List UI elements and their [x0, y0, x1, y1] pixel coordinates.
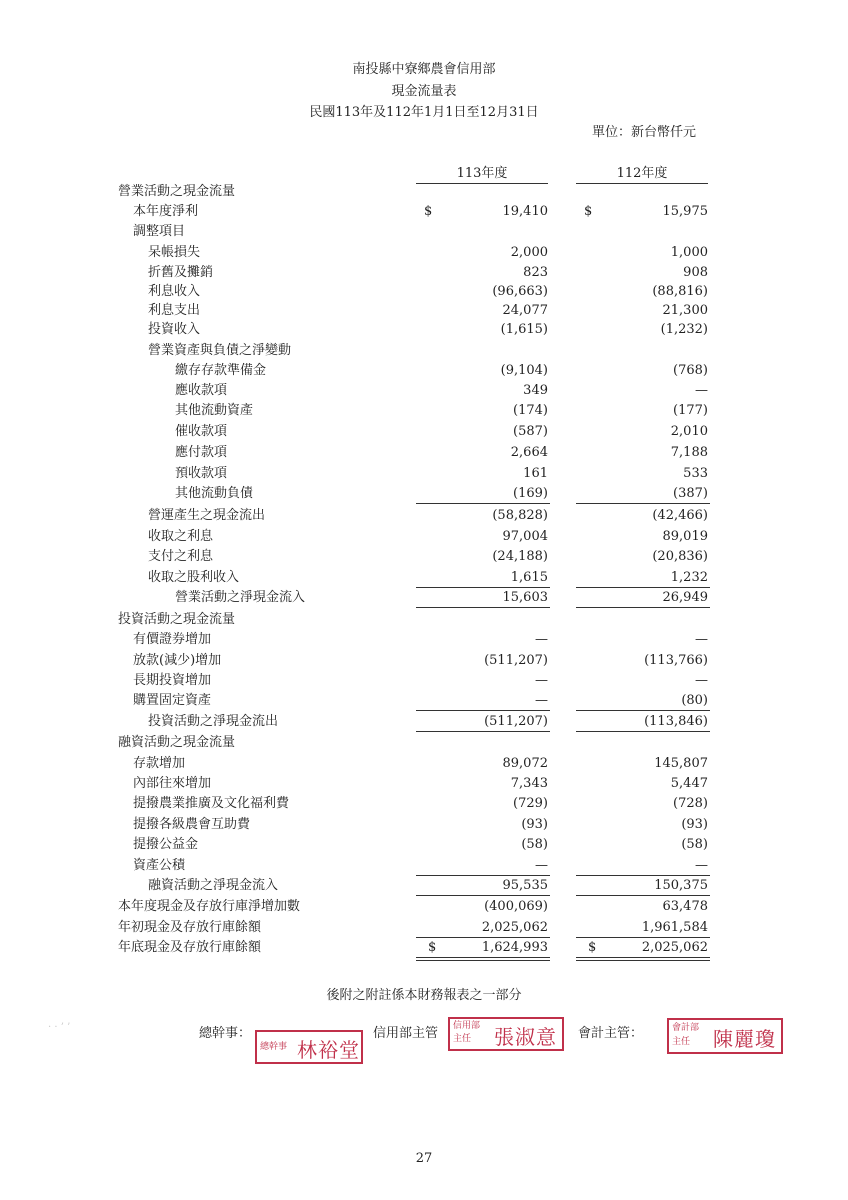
table-row	[0, 243, 848, 263]
value-112: 63,478	[662, 899, 708, 914]
total-underline	[576, 503, 710, 504]
value-113: 2,664	[510, 445, 548, 460]
table-row	[0, 182, 848, 202]
value-112: 1,000	[670, 245, 708, 260]
value-113: (400,069)	[484, 899, 548, 914]
table-row	[0, 222, 848, 242]
value-113: (587)	[513, 424, 548, 439]
value-113: —	[535, 858, 548, 873]
value-112: (177)	[673, 403, 708, 418]
value-112: (80)	[681, 693, 708, 708]
credit-manager-seal	[448, 1017, 564, 1051]
row-label: 內部往來增加	[133, 776, 212, 791]
value-112: 15,975	[662, 204, 708, 219]
row-label: 利息支出	[148, 303, 201, 318]
currency-unit: 單位：新台幣仟元	[592, 125, 697, 140]
table-row	[0, 876, 848, 896]
row-label: 本年度淨利	[133, 204, 199, 219]
total-underline	[576, 895, 710, 896]
value-112: 1,961,584	[641, 920, 708, 935]
value-112: —	[695, 858, 708, 873]
gm-seal-title: 總幹事	[260, 1042, 288, 1052]
value-112: —	[695, 673, 708, 688]
accounting-manager-seal	[667, 1018, 783, 1054]
row-label: 利息收入	[148, 284, 201, 299]
column-header-112: 112年度	[576, 162, 708, 184]
row-label: 存款增加	[133, 756, 186, 771]
value-112: (387)	[673, 486, 708, 501]
value-113: (511,207)	[484, 653, 548, 668]
value-112: 26,949	[662, 590, 708, 605]
scan-smudge: · · ’ ’	[48, 1022, 71, 1033]
acct-seal-title-1: 會計部	[672, 1023, 700, 1033]
acct-seal-name: 陳麗瓊	[713, 1027, 776, 1051]
value-112: 1,232	[670, 570, 708, 585]
table-row	[0, 712, 848, 732]
table-row	[0, 320, 848, 340]
table-row	[0, 835, 848, 855]
table-row	[0, 588, 848, 608]
value-113: 2,025,062	[481, 920, 548, 935]
value-112: 2,010	[670, 424, 708, 439]
table-row	[0, 341, 848, 361]
value-113: (58)	[521, 837, 548, 852]
total-underline	[416, 895, 550, 896]
row-label: 融資活動之現金流量	[118, 735, 236, 750]
value-112: (20,836)	[652, 549, 708, 564]
value-113: 24,077	[502, 303, 548, 318]
table-row	[0, 301, 848, 321]
value-112: 7,188	[670, 445, 708, 460]
value-113: 19,410	[502, 204, 548, 219]
value-112: 21,300	[662, 303, 708, 318]
table-row	[0, 938, 848, 958]
total-underline	[576, 710, 710, 711]
value-113: 89,072	[502, 756, 548, 771]
value-113: —	[535, 673, 548, 688]
row-label: 催收款項	[175, 424, 228, 439]
value-112: (113,846)	[644, 714, 708, 729]
row-label: 本年度現金及存放行庫淨增加數	[118, 899, 301, 914]
value-112: (42,466)	[652, 508, 708, 523]
value-113: (9,104)	[500, 363, 548, 378]
row-label: 其他流動負債	[175, 486, 254, 501]
total-underline	[576, 731, 710, 732]
table-row	[0, 361, 848, 381]
statement-title: 現金流量表	[391, 84, 457, 99]
row-label: 收取之利息	[148, 529, 214, 544]
value-113: —	[535, 632, 548, 647]
row-label: 折舊及攤銷	[148, 265, 214, 280]
row-label: 長期投資增加	[133, 673, 212, 688]
table-row	[0, 651, 848, 671]
value-112: (58)	[681, 837, 708, 852]
value-113: 95,535	[502, 878, 548, 893]
table-row	[0, 897, 848, 917]
acct-seal-title-2: 主任	[672, 1037, 691, 1047]
value-113: (1,615)	[500, 322, 548, 337]
row-label: 購置固定資產	[133, 693, 212, 708]
row-label: 提撥各級農會互助費	[133, 817, 251, 832]
row-label: 營業活動之現金流量	[118, 184, 236, 199]
value-113: (729)	[513, 796, 548, 811]
value-113: 2,000	[510, 245, 548, 260]
value-112: 89,019	[662, 529, 708, 544]
value-113: (24,188)	[492, 549, 548, 564]
table-row	[0, 774, 848, 794]
value-113: 15,603	[502, 590, 548, 605]
value-113: (174)	[513, 403, 548, 418]
value-113: 161	[523, 466, 548, 481]
total-underline	[416, 503, 550, 504]
value-112: (1,232)	[660, 322, 708, 337]
row-label: 預收款項	[175, 466, 228, 481]
table-row	[0, 754, 848, 774]
value-112: (113,766)	[644, 653, 708, 668]
value-113: (511,207)	[484, 714, 548, 729]
table-row	[0, 443, 848, 463]
footnote: 後附之附註係本財務報表之一部分	[326, 988, 522, 1003]
table-row	[0, 381, 848, 401]
table-row	[0, 630, 848, 650]
value-113: 1,615	[510, 570, 548, 585]
value-113: (58,828)	[492, 508, 548, 523]
table-row	[0, 484, 848, 504]
total-underline	[416, 607, 550, 608]
double-underline	[416, 957, 550, 961]
dollar-sign: $	[588, 940, 597, 955]
table-row	[0, 671, 848, 691]
value-113: 97,004	[502, 529, 548, 544]
table-row	[0, 794, 848, 814]
table-row	[0, 610, 848, 630]
row-label: 投資收入	[148, 322, 201, 337]
statement-period: 民國113年及112年1月1日至12月31日	[309, 105, 539, 120]
table-row	[0, 401, 848, 421]
row-label: 收取之股利收入	[148, 570, 240, 585]
value-112: 533	[683, 466, 708, 481]
org-name: 南投縣中寮鄉農會信用部	[352, 62, 496, 77]
table-row	[0, 527, 848, 547]
row-label: 有價證券增加	[133, 632, 212, 647]
gm-seal-name: 林裕堂	[297, 1038, 360, 1062]
dollar-sign: $	[424, 204, 433, 219]
value-112: 2,025,062	[641, 940, 708, 955]
row-label: 投資活動之淨現金流出	[148, 714, 279, 729]
row-label: 資產公積	[133, 858, 186, 873]
table-row	[0, 733, 848, 753]
value-113: —	[535, 693, 548, 708]
double-underline	[576, 957, 710, 961]
value-112: 145,807	[654, 756, 708, 771]
row-label: 投資活動之現金流量	[118, 612, 236, 627]
table-row	[0, 263, 848, 283]
total-underline	[416, 731, 550, 732]
gm-label: 總幹事：	[199, 1026, 252, 1041]
value-112: (93)	[681, 817, 708, 832]
value-113: (93)	[521, 817, 548, 832]
value-112: 908	[683, 265, 708, 280]
value-113: (96,663)	[492, 284, 548, 299]
row-label: 呆帳損失	[148, 245, 201, 260]
table-row	[0, 815, 848, 835]
value-112: —	[695, 632, 708, 647]
row-label: 提撥農業推廣及文化福利費	[133, 796, 290, 811]
table-row	[0, 282, 848, 302]
row-label: 放款(減少)增加	[133, 653, 222, 668]
row-label: 提撥公益金	[133, 837, 199, 852]
row-label: 營業資產與負債之淨變動	[148, 343, 292, 358]
credit-manager-label: 信用部主管	[373, 1026, 439, 1041]
value-112: (768)	[673, 363, 708, 378]
value-113: 7,343	[510, 776, 548, 791]
table-row	[0, 506, 848, 526]
gm-seal	[255, 1030, 363, 1064]
table-row	[0, 568, 848, 588]
value-112: —	[695, 383, 708, 398]
table-row	[0, 422, 848, 442]
row-label: 繳存存款準備金	[175, 363, 267, 378]
table-row	[0, 202, 848, 222]
value-112: (728)	[673, 796, 708, 811]
value-113: 1,624,993	[481, 940, 548, 955]
dollar-sign: $	[584, 204, 593, 219]
value-113: 823	[523, 265, 548, 280]
table-row	[0, 464, 848, 484]
dollar-sign: $	[428, 940, 437, 955]
row-label: 年底現金及存放行庫餘額	[118, 940, 262, 955]
table-row	[0, 918, 848, 938]
column-header-113: 113年度	[416, 162, 548, 184]
accounting-manager-label: 會計主管：	[578, 1026, 644, 1041]
value-113: 349	[523, 383, 548, 398]
row-label: 營運產生之現金流出	[148, 508, 266, 523]
credit-seal-title-1: 信用部	[453, 1021, 481, 1031]
row-label: 其他流動資產	[175, 403, 254, 418]
value-113: (169)	[513, 486, 548, 501]
page-number: 27	[415, 1151, 433, 1166]
table-row	[0, 691, 848, 711]
credit-seal-title-2: 主任	[453, 1034, 472, 1044]
row-label: 營業活動之淨現金流入	[175, 590, 306, 605]
total-underline	[576, 607, 710, 608]
table-row	[0, 856, 848, 876]
row-label: 融資活動之淨現金流入	[148, 878, 279, 893]
value-112: 5,447	[670, 776, 708, 791]
total-underline	[416, 710, 550, 711]
row-label: 調整項目	[133, 224, 186, 239]
row-label: 支付之利息	[148, 549, 214, 564]
value-112: 150,375	[654, 878, 708, 893]
row-label: 年初現金及存放行庫餘額	[118, 920, 262, 935]
credit-seal-name: 張淑意	[494, 1025, 557, 1049]
table-row	[0, 547, 848, 567]
value-112: (88,816)	[652, 284, 708, 299]
row-label: 應付款項	[175, 445, 228, 460]
row-label: 應收款項	[175, 383, 228, 398]
